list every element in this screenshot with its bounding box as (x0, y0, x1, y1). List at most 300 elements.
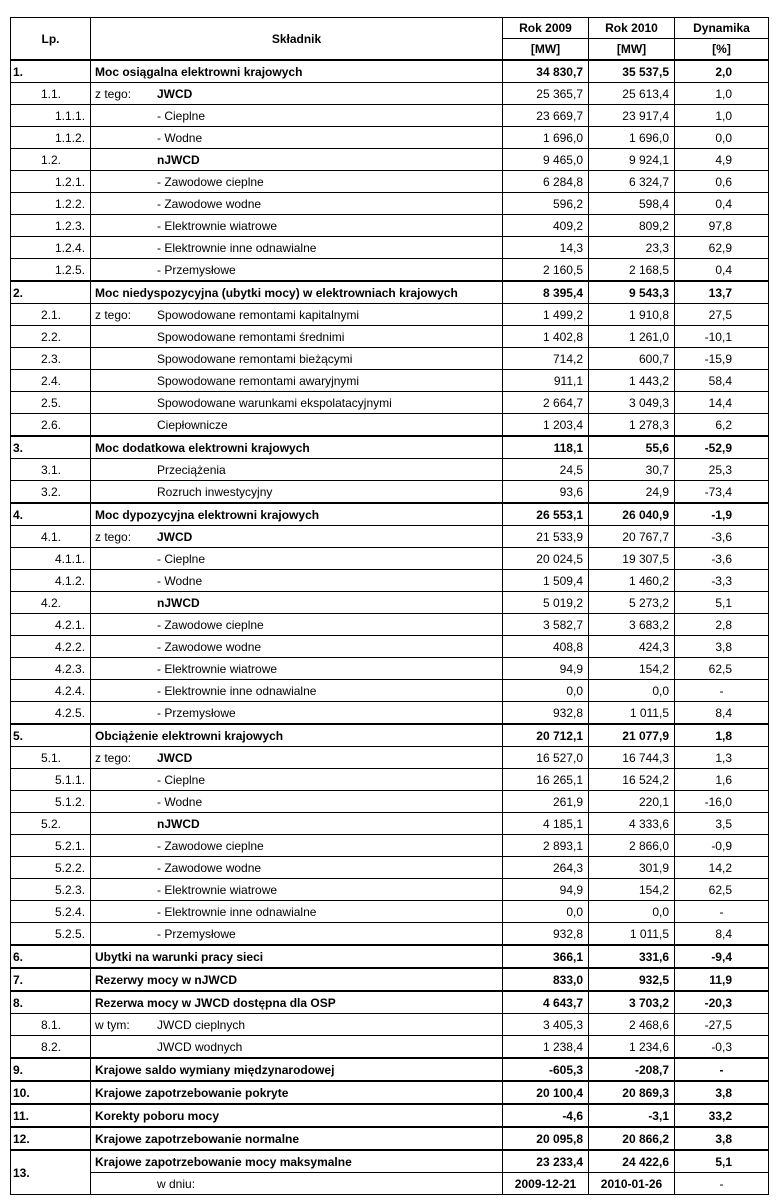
row-skladnik (91, 83, 503, 105)
row-lp: 2.3. (11, 348, 91, 370)
row-skladnik (91, 526, 503, 548)
row-label: - Elektrownie wiatrowe (157, 661, 278, 676)
row-dynamika: 25,3 (675, 459, 769, 481)
row-value-2009: 6 284,8 (503, 171, 589, 193)
row-value-2010: -208,7 (589, 1058, 675, 1081)
row-dynamika: -0,3 (675, 1036, 769, 1059)
row-value-2009: 9 465,0 (503, 149, 589, 171)
row-skladnik (91, 392, 503, 414)
row-label: Moc osiągalna elektrowni krajowych (95, 64, 303, 79)
table-row (11, 149, 769, 171)
row-skladnik (91, 548, 503, 570)
row-skladnik (91, 481, 503, 504)
row-value-2010: 24 422,6 (589, 1150, 675, 1173)
row-skladnik (91, 901, 503, 923)
row-lp: 1.1.2. (11, 127, 91, 149)
row-label: Rozruch inwestycyjny (157, 484, 273, 499)
row-value-2009: 408,8 (503, 636, 589, 658)
row-lp: 4. (11, 503, 91, 526)
row-value-2009: 409,2 (503, 215, 589, 237)
row-lp: 5.1.2. (11, 791, 91, 813)
row-value-2009: -605,3 (503, 1058, 589, 1081)
row-dynamika: 14,4 (675, 392, 769, 414)
row-label: - Zawodowe cieplne (157, 617, 264, 632)
row-skladnik (91, 281, 503, 304)
row-skladnik (91, 636, 503, 658)
table-row (11, 105, 769, 127)
row-value-2010: 35 537,5 (589, 60, 675, 83)
row-value-2009: 366,1 (503, 945, 589, 968)
row-skladnik (91, 923, 503, 946)
row-lp: 5.2.5. (11, 923, 91, 946)
row-lp: 1. (11, 60, 91, 83)
row-dynamika: -10,1 (675, 326, 769, 348)
row-value-2009: 0,0 (503, 901, 589, 923)
row-label: - Cieplne (157, 551, 206, 566)
row-value-2009: 24,5 (503, 459, 589, 481)
row-lp: 5.2.2. (11, 857, 91, 879)
row-value-2009: 16 527,0 (503, 747, 589, 769)
row-value-2010: 1 460,2 (589, 570, 675, 592)
row-value-2010: 1 261,0 (589, 326, 675, 348)
row-label: Krajowe zapotrzebowanie normalne (95, 1131, 300, 1146)
row-lp: 4.1. (11, 526, 91, 548)
row-value-2010: 23 917,4 (589, 105, 675, 127)
row-value-2009: 34 830,7 (503, 60, 589, 83)
row-dynamika: -16,0 (675, 791, 769, 813)
row-skladnik: Krajowe zapotrzebowanie mocy maksymalne (91, 1150, 503, 1173)
row-value-2009: 20 024,5 (503, 548, 589, 570)
row-value-2010: 331,6 (589, 945, 675, 968)
row-lp: 1.2.1. (11, 171, 91, 193)
row-label: - Wodne (157, 573, 203, 588)
row-skladnik (91, 436, 503, 459)
row-value-2010: 23,3 (589, 237, 675, 259)
row-lp: 2. (11, 281, 91, 304)
row-value-2009: 4 185,1 (503, 813, 589, 835)
row-label: - Elektrownie wiatrowe (157, 218, 278, 233)
row-value-2009: 1 238,4 (503, 1036, 589, 1059)
row-value-2009: 94,9 (503, 879, 589, 901)
row-value-2009: 596,2 (503, 193, 589, 215)
row-value-2010: 1 910,8 (589, 304, 675, 326)
table-row (11, 813, 769, 835)
row-skladnik (91, 879, 503, 901)
row-value-2009: 264,3 (503, 857, 589, 879)
row-value-2009: 3 405,3 (503, 1014, 589, 1036)
row-lp: 6. (11, 945, 91, 968)
row-lp: 8.2. (11, 1036, 91, 1059)
table-row (11, 857, 769, 879)
row-value-2009: 14,3 (503, 237, 589, 259)
row-dynamika: 2,8 (675, 614, 769, 636)
row-value-2010: 3 703,2 (589, 991, 675, 1014)
row-label: JWCD (157, 750, 193, 765)
row-value-2010: 19 307,5 (589, 548, 675, 570)
row-skladnik (91, 702, 503, 725)
row-label: - Zawodowe wodne (157, 639, 262, 654)
row-value-2010: 154,2 (589, 658, 675, 680)
row-dynamika: -52,9 (675, 436, 769, 459)
row-label: Moc dodatkowa elektrowni krajowych (95, 440, 310, 455)
row-skladnik (91, 769, 503, 791)
table-row (11, 991, 769, 1014)
row-lp: 5. (11, 724, 91, 747)
row-dynamika: 1,6 (675, 769, 769, 791)
row-dynamika: -0,9 (675, 835, 769, 857)
row-value-2010: 55,6 (589, 436, 675, 459)
row-value-2009: 261,9 (503, 791, 589, 813)
row-dynamika: 8,4 (675, 923, 769, 946)
row-value-2010: 25 613,4 (589, 83, 675, 105)
row-skladnik (91, 414, 503, 437)
row-label: JWCD wodnych (157, 1039, 243, 1054)
row-lp: 2.1. (11, 304, 91, 326)
row-lp: 1.2. (11, 149, 91, 171)
row-skladnik (91, 747, 503, 769)
row-skladnik (91, 259, 503, 282)
table-row (11, 392, 769, 414)
table-row (11, 879, 769, 901)
table-row (11, 503, 769, 526)
row-label: nJWCD (157, 595, 200, 610)
table-row (11, 901, 769, 923)
row-label: JWCD (157, 529, 193, 544)
table-row (11, 835, 769, 857)
header-skladnik: Składnik (91, 18, 503, 61)
row-value-2009: 5 019,2 (503, 592, 589, 614)
row-value-2009: 23 669,7 (503, 105, 589, 127)
row-value-2010: 2 168,5 (589, 259, 675, 282)
row-dynamika: 2,0 (675, 60, 769, 83)
row-label: - Wodne (157, 794, 203, 809)
table-row (11, 791, 769, 813)
table-row-date (11, 1173, 769, 1195)
row-lp: 4.2.2. (11, 636, 91, 658)
table-row (11, 923, 769, 946)
table-row (11, 326, 769, 348)
row-dynamika: 27,5 (675, 304, 769, 326)
row-value-2010: 6 324,7 (589, 171, 675, 193)
row-lp: 3. (11, 436, 91, 459)
row-value-2010: 30,7 (589, 459, 675, 481)
row-dynamika: -73,4 (675, 481, 769, 504)
row-dynamika: 3,8 (675, 636, 769, 658)
row-dynamika: 11,9 (675, 968, 769, 991)
row-lp: 10. (11, 1081, 91, 1104)
unit-dynamika: [%] (675, 39, 769, 61)
row-value-2009: 932,8 (503, 702, 589, 725)
row-skladnik (91, 1127, 503, 1150)
row-value-2010: 154,2 (589, 879, 675, 901)
row-value-2010: 809,2 (589, 215, 675, 237)
row-lp: 11. (11, 1104, 91, 1127)
row-value-2010: 26 040,9 (589, 503, 675, 526)
table-row (11, 171, 769, 193)
row-value-2009: 2 160,5 (503, 259, 589, 282)
row-label: Spowodowane remontami średnimi (157, 329, 345, 344)
row-skladnik (91, 459, 503, 481)
row-skladnik (91, 193, 503, 215)
table-row (11, 459, 769, 481)
row-value-2010: 21 077,9 (589, 724, 675, 747)
row-value-2010: 16 524,2 (589, 769, 675, 791)
header-rok-2010: Rok 2010 (589, 18, 675, 39)
row-value-2009: -4,6 (503, 1104, 589, 1127)
row-label: - Wodne (157, 130, 203, 145)
row-value-2009: 25 365,7 (503, 83, 589, 105)
header-lp: Lp. (11, 18, 91, 61)
row-dynamika: 97,8 (675, 215, 769, 237)
row-skladnik (91, 614, 503, 636)
row-dynamika: 33,2 (675, 1104, 769, 1127)
row-dynamika: 8,4 (675, 702, 769, 725)
row-label: Spowodowane remontami bieżącymi (157, 351, 353, 366)
row-lp: 9. (11, 1058, 91, 1081)
row-lp: 2.6. (11, 414, 91, 437)
row-skladnik (91, 326, 503, 348)
row-value-2010: 1 011,5 (589, 923, 675, 946)
row-dynamika: 0,4 (675, 193, 769, 215)
row-prefix: w tym: (95, 1017, 130, 1032)
table-row (11, 83, 769, 105)
table-row (11, 436, 769, 459)
row-value-2010: 932,5 (589, 968, 675, 991)
row-label: Spowodowane remontami kapitalnymi (157, 307, 360, 322)
row-skladnik (91, 237, 503, 259)
row-label: - Zawodowe cieplne (157, 174, 264, 189)
row-value-2009: 93,6 (503, 481, 589, 504)
row-value-2009: 16 265,1 (503, 769, 589, 791)
row-label: Ciepłownicze (157, 417, 228, 432)
table-row (11, 724, 769, 747)
row-value-2010: 9 924,1 (589, 149, 675, 171)
unit-2010: [MW] (589, 39, 675, 61)
table-row (11, 348, 769, 370)
table-row (11, 193, 769, 215)
row-prefix: z tego: (95, 86, 132, 101)
table-row (11, 769, 769, 791)
table-row (11, 658, 769, 680)
row-dynamika: 62,9 (675, 237, 769, 259)
row-skladnik (91, 1104, 503, 1127)
row-lp: 2.2. (11, 326, 91, 348)
table-row (11, 481, 769, 504)
row-lp: 5.2.3. (11, 879, 91, 901)
row-value-2009: 94,9 (503, 658, 589, 680)
row-value-2009: 932,8 (503, 923, 589, 946)
row-dynamika: 14,2 (675, 857, 769, 879)
row-lp: 7. (11, 968, 91, 991)
row-skladnik (91, 857, 503, 879)
table-row (11, 570, 769, 592)
row-date-label: w dniu: (91, 1173, 503, 1195)
row-dynamika: 3,5 (675, 813, 769, 835)
row-lp: 1.2.5. (11, 259, 91, 282)
row-value-2010: 24,9 (589, 481, 675, 504)
table-row (11, 1058, 769, 1081)
row-value-2010: 16 744,3 (589, 747, 675, 769)
row-skladnik (91, 304, 503, 326)
row-skladnik (91, 370, 503, 392)
row-dynamika: 6,2 (675, 414, 769, 437)
row-dynamika: 13,7 (675, 281, 769, 304)
row-lp: 4.1.2. (11, 570, 91, 592)
row-lp: 4.2.1. (11, 614, 91, 636)
row-value-2010: 0,0 (589, 680, 675, 702)
row-value-2009: 118,1 (503, 436, 589, 459)
table-row (11, 215, 769, 237)
row-value-2009: 1 509,4 (503, 570, 589, 592)
row-lp: 5.1.1. (11, 769, 91, 791)
row-lp: 12. (11, 1127, 91, 1150)
row-value-2010: 598,4 (589, 193, 675, 215)
row-lp: 1.2.2. (11, 193, 91, 215)
row-skladnik (91, 968, 503, 991)
row-lp: 4.2. (11, 592, 91, 614)
row-dynamika: -3,6 (675, 526, 769, 548)
header-dynamika: Dynamika (675, 18, 769, 39)
row-skladnik (91, 1058, 503, 1081)
row-prefix: z tego: (95, 529, 132, 544)
table-row (11, 370, 769, 392)
row-value-2010: 600,7 (589, 348, 675, 370)
row-lp: 5.2. (11, 813, 91, 835)
table-row (11, 281, 769, 304)
table-row (11, 945, 769, 968)
row-skladnik (91, 105, 503, 127)
row-value-2009: 911,1 (503, 370, 589, 392)
row-dynamika: -3,6 (675, 548, 769, 570)
row-value-2009: 26 553,1 (503, 503, 589, 526)
table-row (11, 1104, 769, 1127)
row-skladnik (91, 149, 503, 171)
row-value-2010: 3 683,2 (589, 614, 675, 636)
row-lp: 3.2. (11, 481, 91, 504)
row-value-2010: 5 273,2 (589, 592, 675, 614)
row-dynamika: 62,5 (675, 879, 769, 901)
table-row (11, 60, 769, 83)
row-lp: 3.1. (11, 459, 91, 481)
header-row (11, 18, 769, 39)
table-row (11, 1150, 769, 1173)
row-date-2009: 2009-12-21 (503, 1173, 589, 1195)
table-row (11, 968, 769, 991)
row-dynamika: 3,8 (675, 1081, 769, 1104)
row-dynamika: 5,1 (675, 1150, 769, 1173)
row-skladnik (91, 791, 503, 813)
row-value-2010: 2 468,6 (589, 1014, 675, 1036)
table-row (11, 1014, 769, 1036)
row-skladnik (91, 1014, 503, 1036)
table-row (11, 1036, 769, 1059)
row-value-2010: 9 543,3 (589, 281, 675, 304)
row-value-2009: 20 095,8 (503, 1127, 589, 1150)
table-row (11, 636, 769, 658)
row-value-2009: 1 499,2 (503, 304, 589, 326)
row-label: - Przemysłowe (157, 705, 236, 720)
row-label: nJWCD (157, 816, 200, 831)
row-value-2009: 2 893,1 (503, 835, 589, 857)
row-prefix: z tego: (95, 750, 132, 765)
row-label: JWCD cieplnych (157, 1017, 246, 1032)
row-dynamika: -20,3 (675, 991, 769, 1014)
row-value-2010: 3 049,3 (589, 392, 675, 414)
row-label: - Cieplne (157, 108, 206, 123)
row-value-2010: 4 333,6 (589, 813, 675, 835)
table-row (11, 127, 769, 149)
row-value-2009: 0,0 (503, 680, 589, 702)
row-label: Spowodowane warunkami ekspolatacyjnymi (157, 395, 392, 410)
row-dynamika: - (675, 680, 769, 702)
row-skladnik (91, 835, 503, 857)
row-prefix: z tego: (95, 307, 132, 322)
table-row (11, 304, 769, 326)
row-label: Moc dypozycyjna elektrowni krajowych (95, 507, 320, 522)
row-dynamika: -27,5 (675, 1014, 769, 1036)
row-label: - Elektrownie inne odnawialne (157, 683, 317, 698)
row-label: Korekty poboru mocy (95, 1108, 220, 1123)
row-value-2009: 4 643,7 (503, 991, 589, 1014)
row-dynamika: -3,3 (675, 570, 769, 592)
row-label: Krajowe zapotrzebowanie pokryte (95, 1085, 289, 1100)
row-skladnik (91, 658, 503, 680)
row-dynamika: 1,0 (675, 105, 769, 127)
row-value-2010: 2 866,0 (589, 835, 675, 857)
row-value-2010: 20 869,3 (589, 1081, 675, 1104)
table-row (11, 414, 769, 437)
row-skladnik (91, 348, 503, 370)
header-rok-2009: Rok 2009 (503, 18, 589, 39)
row-label: Moc niedyspozycyjna (ubytki mocy) w elektrowniach krajowych (95, 285, 458, 300)
row-skladnik (91, 813, 503, 835)
row-lp: 13. (11, 1150, 91, 1195)
row-label: - Cieplne (157, 772, 206, 787)
row-skladnik (91, 592, 503, 614)
row-lp: 4.2.4. (11, 680, 91, 702)
row-label: - Elektrownie inne odnawialne (157, 240, 317, 255)
row-dynamika: 0,0 (675, 127, 769, 149)
row-lp: 5.2.1. (11, 835, 91, 857)
row-label: - Przemysłowe (157, 926, 236, 941)
row-value-2010: 1 278,3 (589, 414, 675, 437)
table-row (11, 259, 769, 282)
row-label: nJWCD (157, 152, 200, 167)
row-dynamika: 5,1 (675, 592, 769, 614)
table-row (11, 548, 769, 570)
row-value-2009: 3 582,7 (503, 614, 589, 636)
row-value-2009: 1 696,0 (503, 127, 589, 149)
row-value-2010: 1 011,5 (589, 702, 675, 725)
row-label: Rezerwy mocy w nJWCD (95, 972, 238, 987)
row-dynamika: 1,3 (675, 747, 769, 769)
row-value-2009: 23 233,4 (503, 1150, 589, 1173)
row-label: Spowodowane remontami awaryjnymi (157, 373, 360, 388)
row-label: - Elektrownie inne odnawialne (157, 904, 317, 919)
row-dynamika: -15,9 (675, 348, 769, 370)
row-label: Ubytki na warunki pracy sieci (95, 949, 264, 964)
row-value-2010: 220,1 (589, 791, 675, 813)
row-skladnik (91, 991, 503, 1014)
row-skladnik (91, 171, 503, 193)
row-value-2009: 833,0 (503, 968, 589, 991)
row-lp: 1.1. (11, 83, 91, 105)
row-value-2010: 0,0 (589, 901, 675, 923)
row-lp: 4.2.3. (11, 658, 91, 680)
row-label: - Zawodowe cieplne (157, 838, 264, 853)
table-body (11, 60, 769, 1195)
row-dynamika: -1,9 (675, 503, 769, 526)
